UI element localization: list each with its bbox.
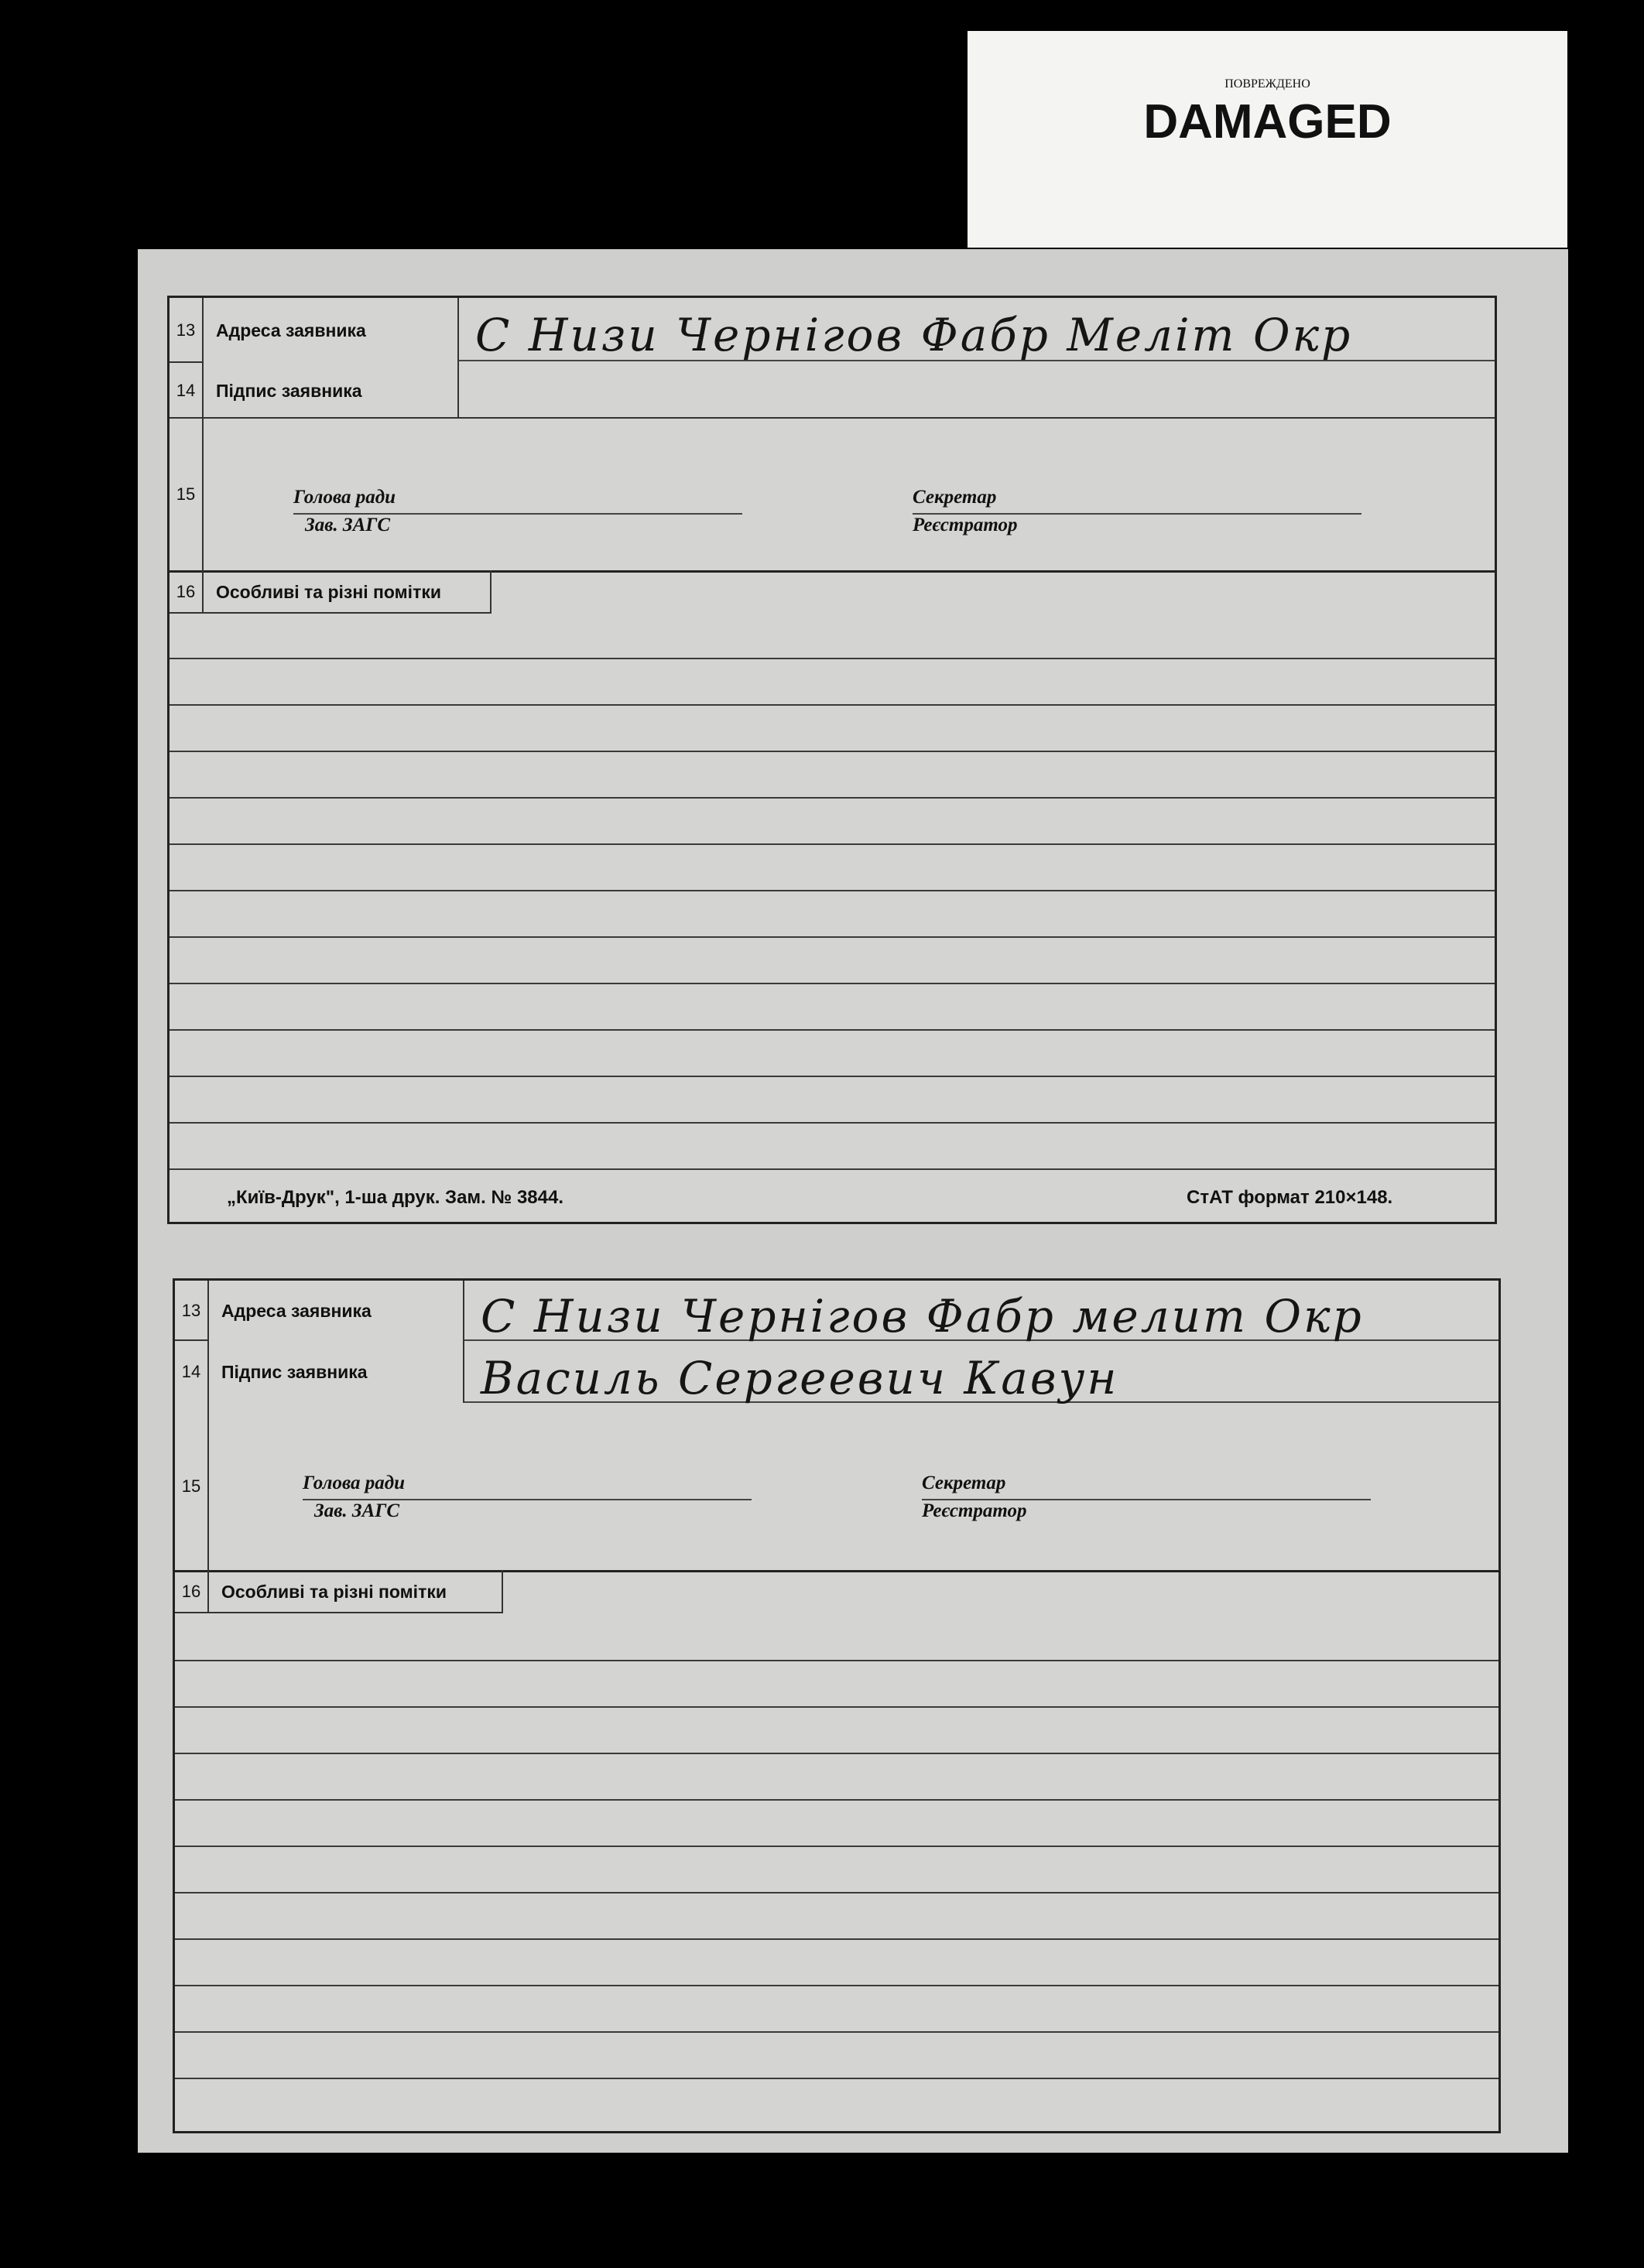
printer-imprint: „Київ-Друк", 1-ша друк. Зам. № 3844. [227, 1187, 563, 1208]
handwritten-signature: Василь Сергеевич Кавун [481, 1352, 1119, 1404]
secretary-label: Секретар [922, 1473, 1006, 1493]
ruled-line [170, 1076, 1495, 1077]
ruled-line [175, 1892, 1498, 1893]
special-notes-label: Особливі та різні помітки [204, 570, 491, 614]
special-notes-label: Особливі та різні помітки [209, 1570, 503, 1613]
applicant-address-label: Адреса заявника [204, 298, 459, 363]
head-of-council-label: Голова ради [303, 1473, 406, 1493]
ruled-line [170, 890, 1495, 891]
ruled-line [170, 1029, 1495, 1031]
record-card-top [167, 296, 1497, 1224]
applicant-signature-label: Підпис заявника [204, 363, 459, 419]
ruled-line [175, 1753, 1498, 1754]
ruled-line [175, 1846, 1498, 1847]
stamp-ru-text: ПОВРЕЖДЕНО [1224, 77, 1310, 91]
ruled-line [170, 983, 1495, 984]
row-number-14: 14 [170, 363, 204, 419]
row-number-13: 13 [170, 298, 204, 363]
row-number-15: 15 [170, 419, 204, 570]
head-of-council-label: Голова ради [293, 487, 396, 508]
ruled-line [175, 1799, 1498, 1801]
ruled-line [170, 704, 1495, 706]
handwritten-address: С Низи Чернігов Фабр мелит Окр [481, 1290, 1364, 1343]
ruled-line [175, 1660, 1498, 1661]
record-card-bottom [173, 1278, 1501, 2133]
ruled-line [175, 1706, 1498, 1708]
ruled-line [170, 843, 1495, 845]
ruled-line [170, 1168, 1495, 1170]
row-number-15: 15 [175, 1403, 209, 1570]
stamp-en-text: DAMAGED [1143, 95, 1392, 149]
ruled-line [175, 2078, 1498, 2079]
secretary-label: Секретар [913, 487, 997, 508]
ruled-line [170, 751, 1495, 752]
ruled-line [170, 797, 1495, 799]
form-format: СтАТ формат 210×148. [1187, 1187, 1393, 1208]
row-number-16: 16 [170, 570, 204, 614]
row-number-13: 13 [175, 1281, 209, 1341]
ruled-line [175, 1938, 1498, 1940]
handwritten-address: С Низи Чернігов Фабр Меліт Окр [475, 309, 1353, 361]
ruled-line [175, 2031, 1498, 2033]
damaged-stamp [968, 31, 1567, 248]
registrar-label: Реєстратор [913, 515, 1018, 535]
ruled-line [170, 658, 1495, 659]
ruled-line [170, 936, 1495, 938]
row-number-16: 16 [175, 1570, 209, 1613]
ruled-line [170, 1122, 1495, 1124]
registry-head-label: Зав. ЗАГС [314, 1500, 400, 1521]
registrar-label: Реєстратор [922, 1500, 1027, 1521]
registry-head-label: Зав. ЗАГС [305, 515, 391, 535]
applicant-signature-label: Підпис заявника [209, 1341, 464, 1403]
register-page [138, 249, 1568, 2153]
applicant-address-label: Адреса заявника [209, 1281, 464, 1341]
ruled-line [175, 1985, 1498, 1986]
row-number-14: 14 [175, 1341, 209, 1403]
